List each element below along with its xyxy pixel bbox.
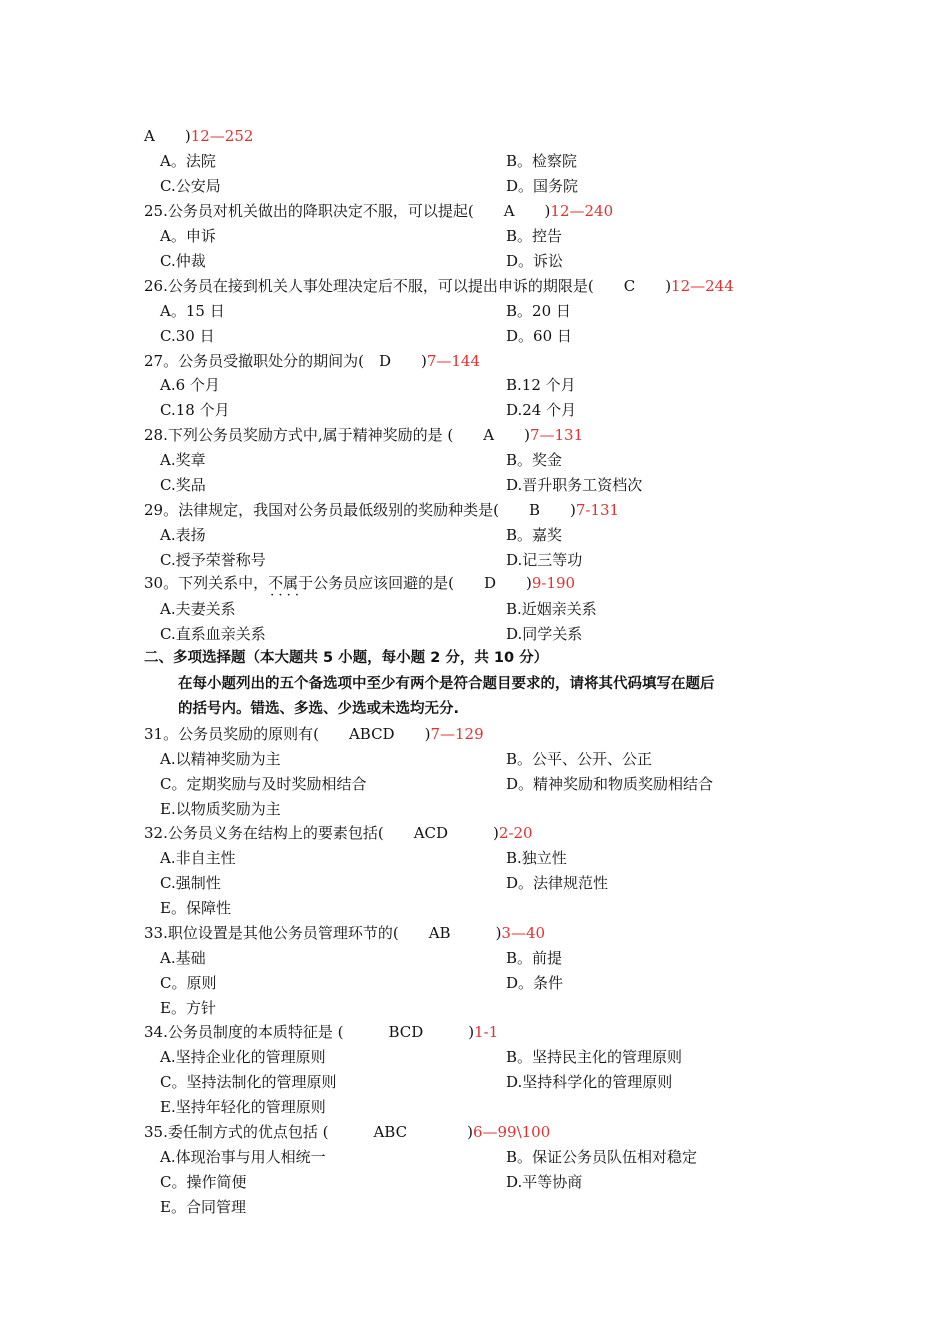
q25-option-c: C.仲裁 (160, 252, 206, 270)
q35-stem-line (144, 1120, 550, 1145)
q25-option-b: B。控告 (506, 227, 563, 245)
q35-option-e: E。合同管理 (160, 1198, 246, 1216)
q27-stem-line (144, 349, 480, 374)
q29-option-b: B。嘉奖 (506, 526, 563, 544)
q25-stem-line (144, 199, 613, 224)
q29-stem: 29。法律规定，我国对公务员最低级别的奖励种类是( B ) (144, 501, 576, 519)
q33-ref: 3—40 (501, 924, 546, 942)
q27-ref: 7—144 (426, 352, 481, 370)
q26-option-d: D。60 日 (506, 327, 572, 345)
section2-instruction-1: 在每小题列出的五个备选项中至少有两个是符合题目要求的，请将其代码填写在题后 (178, 676, 715, 692)
q31-ref: 7—129 (430, 725, 484, 743)
q27-option-a: A.6 个月 (160, 376, 220, 394)
q24-option-b: B。检察院 (506, 152, 578, 170)
q25-option-d: D。诉讼 (506, 252, 564, 270)
q35-option-d: D.平等协商 (506, 1173, 583, 1191)
q26-stem: 26.公务员在接到机关人事处理决定后不服，可以提出申诉的期限是( C ) (144, 277, 672, 295)
q28-stem: 28.下列公务员奖励方式中,属于精神奖励的是 ( A ) (144, 426, 530, 444)
q32-ref: 2-20 (498, 824, 533, 842)
q33-stem-line (144, 921, 545, 946)
q31-option-c: C。定期奖励与及时奖励相结合 (160, 775, 367, 793)
q24-answer: A ) (144, 127, 191, 145)
q29-ref: 7-131 (575, 501, 620, 519)
q33-option-b: B。前提 (506, 949, 563, 967)
q26-ref: 12—244 (671, 277, 734, 295)
q25-option-a: A。申诉 (160, 227, 216, 245)
q31-option-a: A.以精神奖励为主 (160, 750, 281, 768)
q30-stem-pre: 30。下列关系中， (144, 574, 269, 592)
q27-stem: 27。公务员受撤职处分的期间为( D ) (144, 352, 427, 370)
q31-option-d: D。精神奖励和物质奖励相结合 (506, 775, 714, 793)
q25-ref: 12—240 (550, 202, 614, 220)
q32-option-d: D。法律规范性 (506, 874, 609, 892)
q30-emphasis: 不属于 · · · · (268, 574, 313, 592)
q34-option-d: D.坚持科学化的管理原则 (506, 1073, 673, 1091)
q33-option-d: D。条件 (506, 974, 564, 992)
q28-stem-line (144, 423, 583, 448)
q28-option-b: B。奖金 (506, 451, 563, 469)
q30-ref: 9-190 (531, 574, 576, 592)
q28-ref: 7—131 (529, 426, 584, 444)
q32-stem-line (144, 821, 533, 846)
q34-stem-line (144, 1020, 498, 1045)
q24-answer-line (144, 124, 253, 149)
q34-option-c: C。坚持法制化的管理原则 (160, 1073, 337, 1091)
q24-option-c: C.公安局 (160, 177, 221, 195)
q35-option-c: C。操作简便 (160, 1173, 247, 1191)
q34-option-e: E.坚持年轻化的管理原则 (160, 1098, 326, 1116)
q33-stem: 33.职位设置是其他公务员管理环节的( AB ) (144, 924, 502, 942)
q30-stem-line (144, 571, 575, 596)
section2-title: 二、多项选择题（本大题共 5 小题，每小题 2 分，共 10 分） (144, 650, 549, 666)
q29-option-c: C.授予荣誉称号 (160, 551, 266, 569)
q35-option-b: B。保证公务员队伍相对稳定 (506, 1148, 698, 1166)
q35-ref: 6—99\100 (472, 1123, 551, 1141)
q32-option-b: B.独立性 (506, 849, 567, 867)
q25-stem: 25.公务员对机关做出的降职决定不服，可以提起( A ) (144, 202, 551, 220)
q24-option-d: D。国务院 (506, 177, 579, 195)
q26-option-a: A。15 日 (160, 302, 225, 320)
q29-option-d: D.记三等功 (506, 551, 583, 569)
q32-stem: 32.公务员义务在结构上的要素包括( ACD ) (144, 824, 499, 842)
section2-instruction-2: 的括号内。错选、多选、少选或未选均无分. (178, 701, 460, 717)
q24-option-a: A。法院 (160, 152, 216, 170)
q31-option-b: B。公平、公开、公正 (506, 750, 653, 768)
q26-option-c: C.30 日 (160, 327, 215, 345)
q27-option-c: C.18 个月 (160, 401, 230, 419)
q29-stem-line (144, 498, 619, 523)
q30-option-a: A.夫妻关系 (160, 600, 236, 618)
q33-option-c: C。原则 (160, 974, 217, 992)
q32-option-a: A.非自主性 (160, 849, 236, 867)
q28-option-c: C.奖品 (160, 476, 206, 494)
q34-option-a: A.坚持企业化的管理原则 (160, 1048, 326, 1066)
q35-stem: 35.委任制方式的优点包括 ( ABC ) (144, 1123, 473, 1141)
q32-option-e: E。保障性 (160, 899, 231, 917)
q33-option-a: A.基础 (160, 949, 206, 967)
q31-stem: 31。公务员奖励的原则有( ABCD ) (144, 725, 431, 743)
q32-option-c: C.强制性 (160, 874, 221, 892)
q26-option-b: B。20 日 (506, 302, 571, 320)
q26-stem-line (144, 274, 734, 299)
q28-option-d: D.晋升职务工资档次 (506, 476, 643, 494)
q34-option-b: B。坚持民主化的管理原则 (506, 1048, 683, 1066)
q31-stem-line (144, 722, 484, 747)
q33-option-e: E。方针 (160, 999, 216, 1017)
q30-option-c: C.直系血亲关系 (160, 625, 266, 643)
q34-ref: 1-1 (474, 1023, 499, 1041)
q24-ref: 12—252 (190, 127, 254, 145)
q28-option-a: A.奖章 (160, 451, 206, 469)
q27-option-b: B.12 个月 (506, 376, 576, 394)
q30-option-d: D.同学关系 (506, 625, 583, 643)
q29-option-a: A.表扬 (160, 526, 206, 544)
q27-option-d: D.24 个月 (506, 401, 577, 419)
q30-option-b: B.近姻亲关系 (506, 600, 597, 618)
q34-stem: 34.公务员制度的本质特征是 ( BCD ) (144, 1023, 475, 1041)
q30-stem-post: 公务员应该回避的是( D ) (313, 574, 532, 592)
q35-option-a: A.体现治事与用人相统一 (160, 1148, 326, 1166)
q31-option-e: E.以物质奖励为主 (160, 800, 281, 818)
